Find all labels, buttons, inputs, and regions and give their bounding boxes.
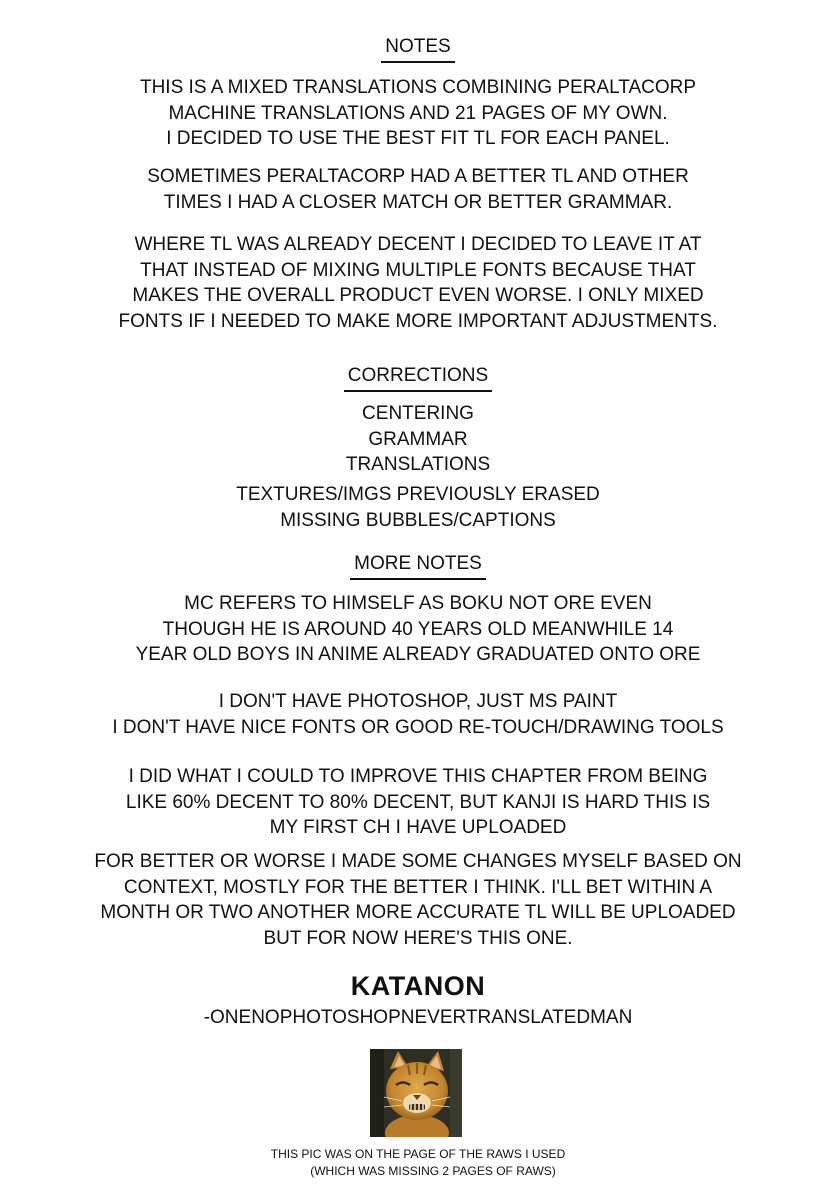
text-line: YEAR OLD BOYS IN ANIME ALREADY GRADUATED ONTO ORE — [135, 644, 701, 665]
corrections-list-1 — [0, 401, 836, 478]
notes-paragraph-1 — [0, 75, 836, 152]
list-item: MISSING BUBBLES/CAPTIONS — [280, 509, 556, 531]
text-line: SOMETIMES PERALTACORP HAD A BETTER TL AND OTHER — [147, 166, 689, 187]
text-line: THAT INSTEAD OF MIXING MULTIPLE FONTS BECAUSE THAT — [140, 259, 696, 281]
text-line: CONTEXT, MOSTLY FOR THE BETTER I THINK. I'LL BET WITHIN A — [123, 876, 713, 898]
cat-photo — [370, 1049, 462, 1137]
notes-paragraph-3 — [0, 232, 836, 334]
text-line: THOUGH HE IS AROUND 40 YEARS OLD MEANWHILE 14 — [162, 618, 674, 640]
corrections-list-2 — [0, 482, 836, 533]
corrections-heading: CORRECTIONS — [0, 365, 836, 392]
cat-icon — [370, 1049, 462, 1137]
text-line: I DON'T HAVE PHOTOSHOP, JUST MS PAINT — [218, 691, 618, 712]
text-line: FOR BETTER OR WORSE I MADE SOME CHANGES MYSELF BASED ON — [94, 851, 742, 872]
text-line: WHERE TL WAS ALREADY DECENT I DECIDED TO LEAVE IT AT — [134, 234, 702, 255]
notes-paragraph-2 — [0, 164, 836, 215]
text-line: LIKE 60% DECENT TO 80% DECENT, BUT KANJI IS HARD THIS IS — [125, 791, 711, 813]
more-notes-paragraph-2 — [0, 689, 836, 740]
caption-line: (WHICH WAS MISSING 2 PAGES OF RAWS) — [310, 1164, 556, 1178]
list-item: GRAMMAR — [368, 428, 468, 450]
text-line: MAKES THE OVERALL PRODUCT EVEN WORSE. I ONLY MIXED — [132, 285, 704, 306]
more-notes-heading: MORE NOTES — [0, 553, 836, 580]
text-line: I DON'T HAVE NICE FONTS OR GOOD RE-TOUCH/DRAWING TOOLS — [112, 716, 724, 738]
text-line: I DID WHAT I COULD TO IMPROVE THIS CHAPTER FROM BEING — [128, 766, 708, 787]
text-line: THIS IS A MIXED TRANSLATIONS COMBINING PERALTACORP — [139, 77, 697, 98]
text-line: MY FIRST CH I HAVE UPLOADED — [269, 817, 567, 838]
more-notes-paragraph-1 — [0, 591, 836, 668]
text-line: TIMES I HAD A CLOSER MATCH OR BETTER GRAMMAR. — [163, 191, 673, 213]
text-line: MC REFERS TO HIMSELF AS BOKU NOT ORE EVEN — [184, 593, 652, 614]
text-line: BUT FOR NOW HERE'S THIS ONE. — [263, 927, 573, 949]
notes-heading: NOTES — [0, 36, 836, 63]
text-line: MACHINE TRANSLATIONS AND 21 PAGES OF MY OWN. — [168, 102, 668, 124]
text-line: I DECIDED TO USE THE BEST FIT TL FOR EACH PANEL. — [166, 128, 670, 149]
list-item: TRANSLATIONS — [345, 454, 491, 475]
signature-tagline: -ONENOPHOTOSHOPNEVERTRANSLATEDMAN — [203, 1007, 633, 1028]
list-item: TEXTURES/IMGS PREVIOUSLY ERASED — [236, 484, 600, 505]
text-line: MONTH OR TWO ANOTHER MORE ACCURATE TL WILL BE UPLOADED — [100, 902, 736, 923]
caption-line: THIS PIC WAS ON THE PAGE OF THE RAWS I USED — [270, 1147, 566, 1161]
more-notes-paragraph-4 — [0, 849, 836, 951]
more-notes-paragraph-3 — [0, 764, 836, 841]
photo-caption — [0, 1146, 836, 1180]
signature-name: KATANON — [350, 971, 486, 1001]
text-line: FONTS IF I NEEDED TO MAKE MORE IMPORTANT ADJUSTMENTS. — [118, 310, 718, 332]
list-item: CENTERING — [362, 403, 474, 424]
